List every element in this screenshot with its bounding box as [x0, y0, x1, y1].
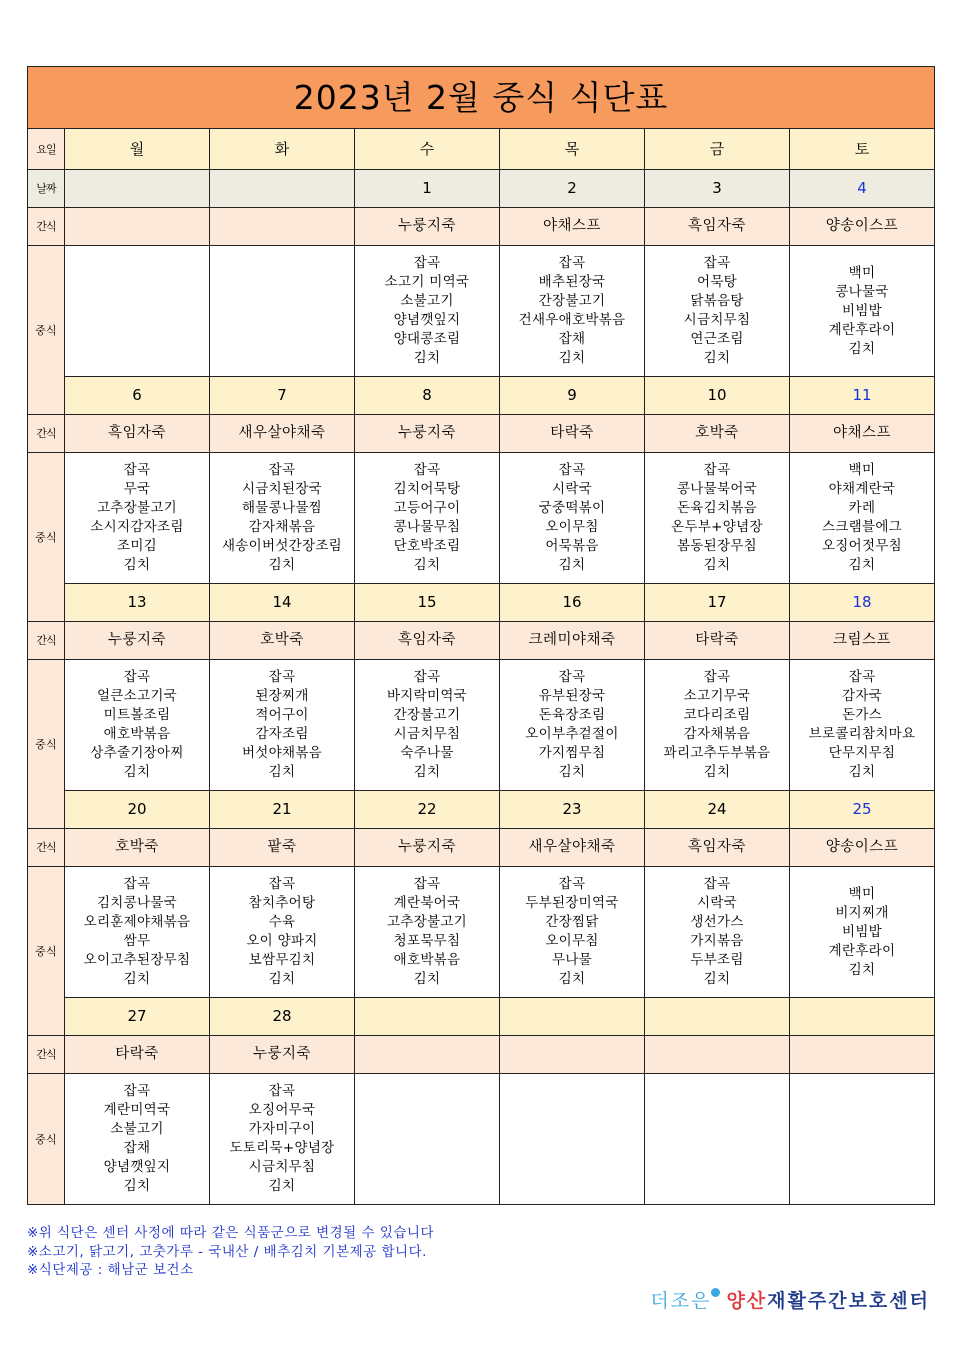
- footer-notes: [27, 1224, 934, 1280]
- date-cell: 18: [790, 584, 935, 622]
- date-cell: 16: [500, 584, 645, 622]
- dish-item: 가지찜무침: [538, 745, 606, 761]
- dish-item: 잡곡: [268, 1083, 296, 1099]
- dish-item: 어묵볶음: [545, 538, 599, 554]
- snack-cell: 누룽지죽: [355, 208, 500, 246]
- snack-cell: 야채스프: [500, 208, 645, 246]
- dish-item: 시금치무침: [683, 312, 751, 328]
- label-lunch: 중식: [28, 453, 65, 622]
- brand-part-2: 양산: [726, 1290, 768, 1312]
- dish-item: 잡곡: [268, 669, 296, 685]
- dish-item: 돈육김치볶음: [676, 500, 758, 516]
- dish-item: 간장찜닭: [545, 914, 599, 930]
- label-snack: 간식: [28, 208, 65, 246]
- brand-dot-icon: [711, 1288, 720, 1297]
- lunch-cell: [210, 453, 355, 584]
- dish-item: 잡곡: [558, 876, 586, 892]
- date-cell: 20: [65, 791, 210, 829]
- dish-item: 참치추어탕: [248, 895, 316, 911]
- dish-item: 단호박조림: [393, 538, 461, 554]
- lunch-cell: [65, 867, 210, 998]
- dish-item: 스크램블에그: [821, 519, 903, 535]
- dish-item: 야채계란국: [828, 481, 896, 497]
- snack-cell: 흑임자죽: [355, 622, 500, 660]
- date-cell: 24: [645, 791, 790, 829]
- dish-item: 계란후라이: [828, 321, 896, 338]
- label-lunch: 중식: [28, 867, 65, 1036]
- dish-item: 간장불고기: [393, 707, 461, 723]
- dish-item: 소고기 미역국: [384, 274, 470, 290]
- dish-item: 김치: [123, 971, 151, 987]
- dish-item: 오징어젓무침: [821, 538, 903, 554]
- dish-item: 감자채볶음: [683, 726, 751, 742]
- date-cell: 4: [790, 170, 935, 208]
- date-cell: 1: [355, 170, 500, 208]
- dish-item: 오이고추된장무침: [83, 952, 191, 968]
- dish-item: 잡곡: [413, 462, 441, 478]
- dish-item: 김치: [848, 961, 876, 978]
- dish-item: 얼큰소고기국: [96, 688, 178, 704]
- dish-item: 양념깻잎지: [103, 1159, 171, 1175]
- dish-item: 꽈리고추두부볶음: [663, 745, 771, 761]
- snack-cell: 새우살야채죽: [210, 415, 355, 453]
- snack-cell: 양송이스프: [790, 829, 935, 867]
- dish-item: 잡곡: [558, 255, 586, 271]
- dish-item: 단무지무침: [828, 745, 896, 761]
- dish-item: 김치: [848, 764, 876, 780]
- dish-item: 백미: [848, 264, 876, 281]
- dish-item: 어묵탕: [696, 274, 738, 290]
- date-cell: 15: [355, 584, 500, 622]
- dish-item: 고추장불고기: [386, 914, 468, 930]
- dish-item: 김치: [413, 557, 441, 573]
- label-snack: 간식: [28, 415, 65, 453]
- lunch-cell: [210, 867, 355, 998]
- snack-cell: 야채스프: [790, 415, 935, 453]
- date-cell: 21: [210, 791, 355, 829]
- dish-item: 김치: [268, 971, 296, 987]
- dish-item: 소불고기: [110, 1121, 164, 1137]
- dish-item: 애호박볶음: [393, 952, 461, 968]
- day-header: 수: [355, 129, 500, 170]
- dish-item: 비빔밥: [841, 923, 883, 940]
- dish-item: 오리훈제야채볶음: [83, 914, 191, 930]
- dish-item: 김치: [558, 557, 586, 573]
- day-header: 토: [790, 129, 935, 170]
- dish-item: 돈육장조림: [538, 707, 606, 723]
- dish-item: 시금치무침: [393, 726, 461, 742]
- snack-cell: [210, 208, 355, 246]
- snack-cell: 호박죽: [210, 622, 355, 660]
- dish-item: 시락국: [696, 895, 738, 911]
- snack-cell: 타락죽: [500, 415, 645, 453]
- dish-item: 백미: [848, 885, 876, 902]
- menu-table: [27, 66, 935, 1205]
- brand-part-1: 더조은: [650, 1290, 712, 1312]
- dish-item: 보쌈무김치: [248, 952, 316, 968]
- dish-item: 해물콩나물찜: [241, 500, 323, 516]
- note-change: ※위 식단은 센터 사정에 따라 같은 식품군으로 변경될 수 있습니다: [27, 1225, 434, 1241]
- dish-item: 애호박볶음: [103, 726, 171, 742]
- dish-item: 궁중떡볶이: [538, 500, 606, 516]
- dish-item: 돈가스: [841, 707, 883, 723]
- dish-item: 김치: [413, 764, 441, 780]
- date-cell: [500, 998, 645, 1036]
- dish-item: 잡곡: [703, 876, 731, 892]
- lunch-cell: [355, 246, 500, 377]
- dish-item: 미트볼조림: [103, 707, 171, 723]
- brand-logo: [650, 1286, 930, 1313]
- dish-item: 카레: [848, 500, 876, 516]
- dish-item: 김치콩나물국: [96, 895, 178, 911]
- lunch-cell: [790, 246, 935, 377]
- dish-item: 적어구이: [255, 707, 309, 723]
- dish-item: 양대콩조림: [393, 331, 461, 347]
- dish-item: 김치: [848, 340, 876, 357]
- date-cell: [645, 998, 790, 1036]
- dish-item: 소고기무국: [683, 688, 751, 704]
- note-origin: ※소고기, 닭고기, 고춧가루 - 국내산 / 배추김치 기본제공 합니다.: [27, 1243, 427, 1260]
- dish-item: 김치: [413, 350, 441, 366]
- date-cell: 10: [645, 377, 790, 415]
- brand-part-3: 재활주간보호센터: [767, 1290, 930, 1312]
- dish-item: 고등어구이: [393, 500, 461, 516]
- dish-item: 배추된장국: [538, 274, 606, 290]
- snack-cell: 누룽지죽: [355, 829, 500, 867]
- date-cell: 27: [65, 998, 210, 1036]
- dish-item: 비빔밥: [841, 302, 883, 319]
- day-header: 목: [500, 129, 645, 170]
- date-cell: 28: [210, 998, 355, 1036]
- dish-item: 잡곡: [703, 462, 731, 478]
- dish-item: 코다리조림: [683, 707, 751, 723]
- date-cell: 7: [210, 377, 355, 415]
- day-header: 금: [645, 129, 790, 170]
- dish-item: 계란북어국: [393, 895, 461, 911]
- dish-item: 닭볶음탕: [690, 293, 744, 309]
- label-lunch: 중식: [28, 660, 65, 829]
- note-provider: ※식단제공 : 해남군 보건소: [27, 1262, 194, 1278]
- dish-item: 조미김: [116, 538, 158, 554]
- dish-item: 시금치무침: [248, 1159, 316, 1175]
- date-cell: [790, 998, 935, 1036]
- snack-cell: 크림스프: [790, 622, 935, 660]
- dish-item: 브로콜리참치마요: [808, 726, 916, 742]
- lunch-cell: [355, 867, 500, 998]
- dish-item: 김치: [268, 764, 296, 780]
- date-cell: 6: [65, 377, 210, 415]
- dish-item: 가지볶음: [690, 933, 744, 949]
- dish-item: 숙주나물: [400, 745, 454, 761]
- snack-cell: [645, 1036, 790, 1074]
- dish-item: 시금치된장국: [241, 481, 323, 497]
- dish-item: 백미: [848, 462, 876, 478]
- lunch-cell: [645, 1074, 790, 1205]
- dish-item: 잡곡: [123, 1083, 151, 1099]
- dish-item: 소불고기: [400, 293, 454, 309]
- dish-item: 소시지감자조림: [90, 519, 184, 535]
- dish-item: 간장불고기: [538, 293, 606, 309]
- snack-cell: 흑임자죽: [645, 829, 790, 867]
- dish-item: 잡곡: [558, 669, 586, 685]
- date-cell: 11: [790, 377, 935, 415]
- dish-item: 새송이버섯간장조림: [221, 538, 343, 554]
- dish-item: 잡곡: [413, 255, 441, 271]
- dish-item: 김치: [558, 764, 586, 780]
- dish-item: 오이부추겉절이: [525, 726, 619, 742]
- dish-item: 된장찌개: [255, 688, 309, 704]
- label-snack: 간식: [28, 1036, 65, 1074]
- snack-cell: 누룽지죽: [355, 415, 500, 453]
- lunch-cell: [500, 660, 645, 791]
- date-cell: 17: [645, 584, 790, 622]
- lunch-cell: [355, 660, 500, 791]
- date-cell: 9: [500, 377, 645, 415]
- label-day: 요일: [28, 129, 65, 170]
- lunch-cell: [645, 453, 790, 584]
- dish-item: 유부된장국: [538, 688, 606, 704]
- lunch-cell: [210, 660, 355, 791]
- date-cell: 3: [645, 170, 790, 208]
- dish-item: 잡곡: [413, 876, 441, 892]
- label-lunch: 중식: [28, 1074, 65, 1205]
- label-lunch: 중식: [28, 246, 65, 415]
- dish-item: 잡곡: [268, 462, 296, 478]
- snack-cell: [790, 1036, 935, 1074]
- lunch-cell: [645, 660, 790, 791]
- dish-item: 수육: [268, 914, 296, 930]
- lunch-cell: [355, 1074, 500, 1205]
- dish-item: 무국: [123, 481, 151, 497]
- dish-item: 온두부+양념장: [671, 519, 763, 535]
- label-date: 날짜: [28, 170, 65, 208]
- snack-cell: 흑임자죽: [65, 415, 210, 453]
- lunch-cell: [790, 660, 935, 791]
- lunch-cell: [355, 453, 500, 584]
- dish-item: 김치: [268, 557, 296, 573]
- dish-item: 콩나물무침: [393, 519, 461, 535]
- snack-cell: 크레미야채죽: [500, 622, 645, 660]
- dish-item: 김치: [703, 350, 731, 366]
- dish-item: 김치: [848, 557, 876, 573]
- lunch-cell: [210, 246, 355, 377]
- dish-item: 콩나물국: [835, 283, 889, 300]
- dish-item: 감자채볶음: [248, 519, 316, 535]
- dish-item: 건새우애호박볶음: [518, 312, 626, 328]
- lunch-cell: [500, 246, 645, 377]
- lunch-cell: [500, 867, 645, 998]
- dish-item: 잡곡: [268, 876, 296, 892]
- dish-item: 김치: [413, 971, 441, 987]
- snack-cell: [500, 1036, 645, 1074]
- dish-item: 도토리묵+양념장: [229, 1140, 335, 1156]
- dish-item: 가자미구이: [248, 1121, 316, 1137]
- lunch-cell: [65, 660, 210, 791]
- dish-item: 김치: [703, 557, 731, 573]
- dish-item: 김치: [558, 350, 586, 366]
- dish-item: 봄동된장무침: [676, 538, 758, 554]
- dish-item: 잡채: [558, 331, 586, 347]
- dish-item: 무나물: [551, 952, 593, 968]
- dish-item: 잡곡: [558, 462, 586, 478]
- snack-cell: 흑임자죽: [645, 208, 790, 246]
- day-header: 화: [210, 129, 355, 170]
- dish-item: 감자국: [841, 688, 883, 704]
- snack-cell: 팥죽: [210, 829, 355, 867]
- page-title: 2023년 2월 중식 식단표: [28, 67, 935, 129]
- dish-item: 오징어무국: [248, 1102, 316, 1118]
- dish-item: 비지찌개: [835, 904, 889, 921]
- snack-cell: 호박죽: [645, 415, 790, 453]
- lunch-cell: [500, 453, 645, 584]
- dish-item: 두부조림: [690, 952, 744, 968]
- snack-cell: 새우살야채죽: [500, 829, 645, 867]
- date-cell: 23: [500, 791, 645, 829]
- dish-item: 김치: [123, 1178, 151, 1194]
- date-cell: 25: [790, 791, 935, 829]
- dish-item: 바지락미역국: [386, 688, 468, 704]
- dish-item: 버섯야채볶음: [241, 745, 323, 761]
- dish-item: 생선가스: [690, 914, 744, 930]
- dish-item: 김치: [703, 971, 731, 987]
- lunch-cell: [500, 1074, 645, 1205]
- dish-item: 오이무침: [545, 933, 599, 949]
- dish-item: 잡곡: [413, 669, 441, 685]
- dish-item: 양념깻잎지: [393, 312, 461, 328]
- dish-item: 김치어묵탕: [393, 481, 461, 497]
- dish-item: 김치: [558, 971, 586, 987]
- dish-item: 계란후라이: [828, 942, 896, 959]
- lunch-cell: [645, 246, 790, 377]
- lunch-cell: [645, 867, 790, 998]
- dish-item: 잡곡: [703, 669, 731, 685]
- date-cell: 14: [210, 584, 355, 622]
- dish-item: 김치: [268, 1178, 296, 1194]
- day-header: 월: [65, 129, 210, 170]
- dish-item: 잡채: [123, 1140, 151, 1156]
- lunch-cell: [790, 1074, 935, 1205]
- date-cell: 13: [65, 584, 210, 622]
- dish-item: 잡곡: [703, 255, 731, 271]
- dish-item: 잡곡: [123, 669, 151, 685]
- snack-cell: 누룽지죽: [65, 622, 210, 660]
- snack-cell: 양송이스프: [790, 208, 935, 246]
- snack-cell: 타락죽: [645, 622, 790, 660]
- dish-item: 감자조림: [255, 726, 309, 742]
- dish-item: 두부된장미역국: [525, 895, 619, 911]
- dish-item: 연근조림: [690, 331, 744, 347]
- dish-item: 오이무침: [545, 519, 599, 535]
- date-cell: 8: [355, 377, 500, 415]
- date-cell: 2: [500, 170, 645, 208]
- dish-item: 김치: [123, 557, 151, 573]
- lunch-cell: [210, 1074, 355, 1205]
- lunch-cell: [65, 246, 210, 377]
- dish-item: 시락국: [551, 481, 593, 497]
- snack-cell: [65, 208, 210, 246]
- dish-item: 잡곡: [123, 876, 151, 892]
- dish-item: 오이 양파지: [246, 933, 318, 949]
- date-cell: [210, 170, 355, 208]
- snack-cell: [355, 1036, 500, 1074]
- lunch-cell: [65, 453, 210, 584]
- date-cell: [65, 170, 210, 208]
- date-cell: 22: [355, 791, 500, 829]
- label-snack: 간식: [28, 622, 65, 660]
- dish-item: 상추줄기장아찌: [90, 745, 184, 761]
- snack-cell: 타락죽: [65, 1036, 210, 1074]
- date-cell: [355, 998, 500, 1036]
- label-snack: 간식: [28, 829, 65, 867]
- dish-item: 청포묵무침: [393, 933, 461, 949]
- dish-item: 잡곡: [123, 462, 151, 478]
- lunch-cell: [790, 453, 935, 584]
- dish-item: 김치: [123, 764, 151, 780]
- dish-item: 김치: [703, 764, 731, 780]
- dish-item: 고추장불고기: [96, 500, 178, 516]
- lunch-cell: [65, 1074, 210, 1205]
- lunch-cell: [790, 867, 935, 998]
- dish-item: 콩나물북어국: [676, 481, 758, 497]
- dish-item: 잡곡: [848, 669, 876, 685]
- snack-cell: 누룽지죽: [210, 1036, 355, 1074]
- dish-item: 쌈무: [123, 933, 151, 949]
- snack-cell: 호박죽: [65, 829, 210, 867]
- dish-item: 계란미역국: [103, 1102, 171, 1118]
